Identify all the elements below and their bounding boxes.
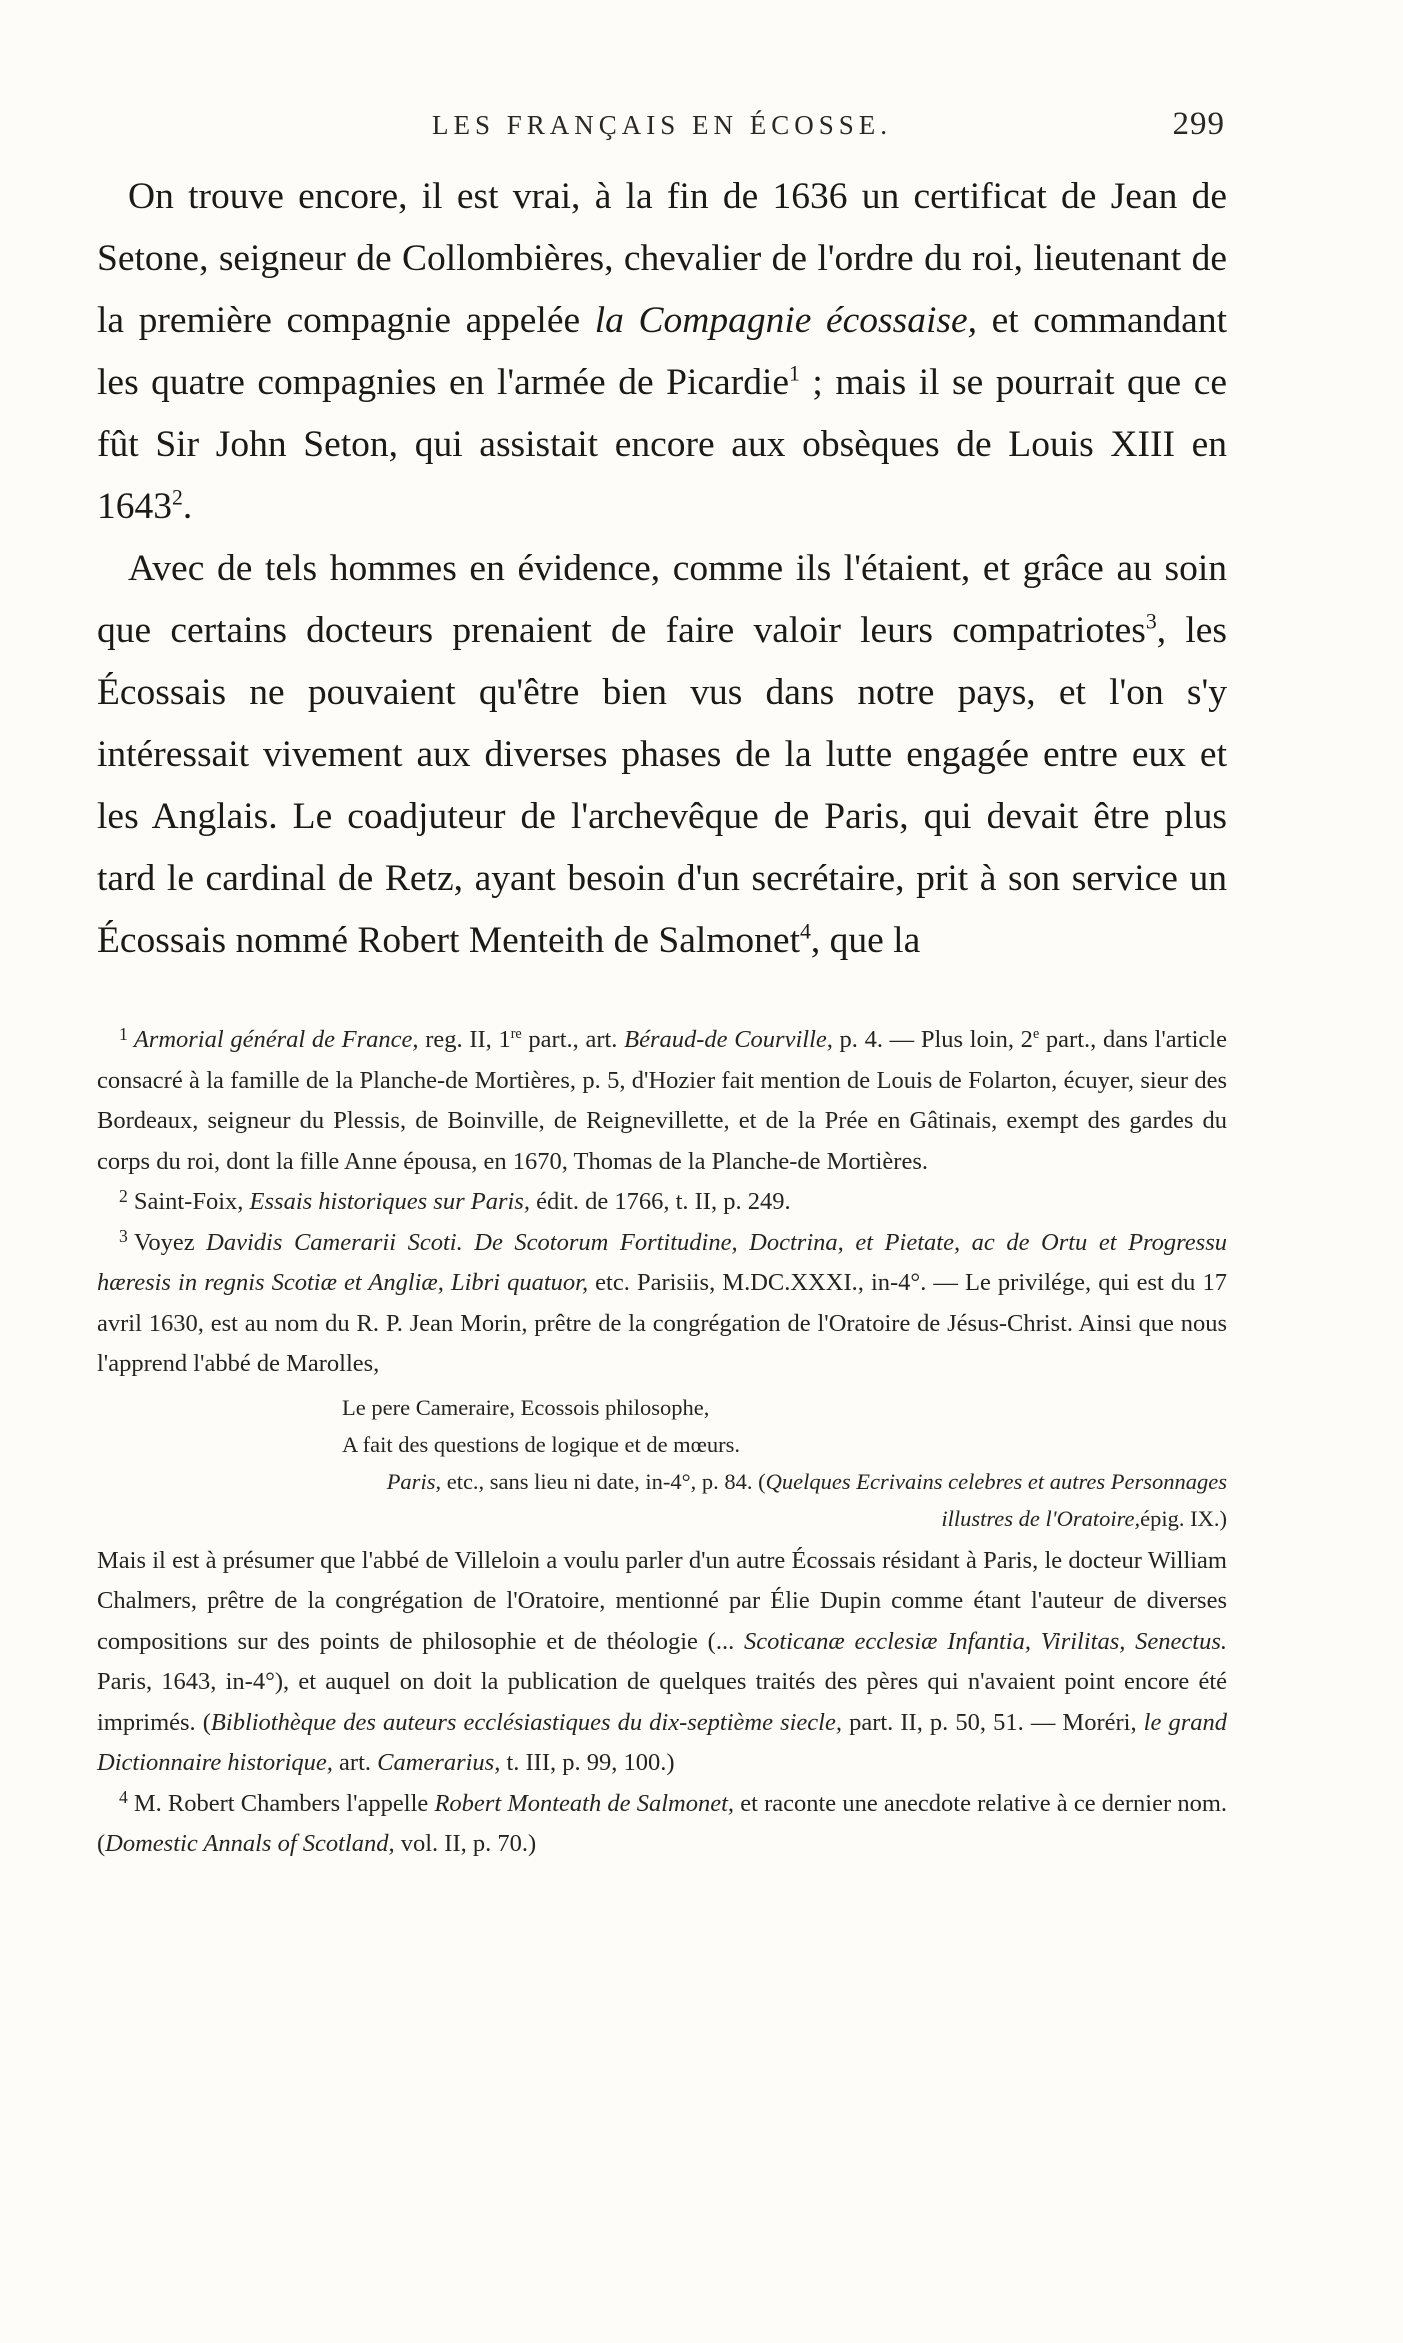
text-run: On trouve encore, il est vrai, à la fin de 1636 un certificat de Jean de Setone, seigneur de Collombières, chevalier de l'ordre du roi, lieutenant de la première compagnie appelée [97,176,1227,341]
italic-run: Camerarius, [377,1749,501,1776]
text-run: , les Écossais ne pouvaient qu'être bien vus dans notre pays, et l'on s'y intéressait vivement aux diverses phases de la lutte engagée entre eux et les Anglais. Le coadjuteur de l'archevêque de Paris, qui devait être plus tard le cardinal de Retz, ayant besoin d'un secrétaire, prit à son service un Écossais nommé Robert Menteith de Salmonet [97,610,1227,961]
running-title: LES FRANÇAIS EN ÉCOSSE. [431,110,893,140]
main-text [97,166,1227,972]
footnote-number: 1 [119,1023,128,1044]
footnote-1 [97,1020,1227,1182]
verse-line-1: Le pere Cameraire, Ecossois philosophe, [342,1394,710,1420]
footnote-ref-2[interactable]: 2 [172,485,183,510]
running-head [97,104,1227,148]
verse-quotation [342,1389,1227,1537]
footnotes [97,1020,1227,1865]
footnote-4 [97,1784,1227,1865]
text-run: Saint-Foix, [133,1188,250,1215]
paragraph-2 [97,538,1227,972]
text-run: Avec de tels hommes en évidence, comme ils l'étaient, et grâce au soin que certains docteurs prenaient de faire valoir leurs compatriotes [97,548,1227,651]
footnote-2 [97,1182,1227,1223]
footnote-ref-3[interactable]: 3 [1145,609,1157,634]
footnote-3 [97,1223,1227,1385]
verse-line-2: A fait des questions de logique et de mœurs. [342,1431,741,1457]
text-run: Paris, 1643, in-4°), et auquel on doit la publication de quelques traités des pères qui n'avaient point encore été imprimés. ( [97,1668,1227,1736]
footnote-3-continued [97,1541,1227,1784]
italic-run: Scoticanæ ecclesiæ Infantia, Virilitas, Senectus. [744,1627,1228,1655]
text-run: et commandant les quatre compagnies en l'armée de Picardie [97,300,1227,403]
text-run: édit. de 1766, t. II, p. 249. [529,1188,791,1215]
superscript: e [1032,1026,1040,1043]
italic-run: le grand Dictionnaire historique, [97,1708,1227,1776]
text-run: épig. IX.) [1140,1505,1227,1531]
text-run: Mais il est à présumer que l'abbé de Villeloin a voulu parler d'un autre Écossais résidant à Paris, le docteur William Chalmers, prêtre de la congrégation de l'Oratoire, mentionné par Élie Dupin comme étant l'auteur de diverses compositions sur des points de philosophie et de théologie (... [97,1546,1227,1655]
italic-run: Paris, [386,1468,442,1494]
verse-source [342,1463,1227,1537]
italic-run: Bibliothèque des auteurs ecclésiastiques du dix-septième siecle, [210,1708,842,1736]
italic-run: Essais historiques sur Paris, [249,1188,530,1215]
italic-run: Béraud-de Courville, [624,1026,833,1053]
footnote-ref-1[interactable]: 1 [789,361,800,386]
text-run: etc. Parisiis, M.DC.XXXI., in-4°. — Le privilége, qui est du 17 avril 1630, est au nom du R. P. Jean Morin, prêtre de la congrégation de l'Oratoire de Jésus-Christ. Ainsi que nous l'apprend l'abbé de Marolles, [97,1269,1227,1377]
text-run: part. II, p. 50, 51. — Moréri, [841,1708,1144,1736]
text-run: reg. II, 1 [418,1026,511,1053]
text-run: p. 4. — Plus loin, 2 [832,1026,1033,1053]
italic-run: Quelques Ecrivains celebres et autres Personnages illustres de l'Oratoire, [765,1468,1227,1531]
italic-run: Robert Monteath de Salmonet, [434,1789,735,1817]
text-run: art. [332,1749,378,1776]
book-page [97,104,1227,1865]
footnote-number: 2 [119,1185,128,1206]
italic-run: Domestic Annals of Scotland, [105,1830,395,1857]
text-run: et raconte une anecdote relative à ce dernier nom. ( [97,1789,1228,1857]
footnote-ref-4[interactable]: 4 [800,919,811,944]
italic-run: Davidis Camerarii Scoti. De Scotorum Fortitudine, Doctrina, et Pietate, ac de Ortu et Progressu hæresis in regnis Scotiæ et Angliæ, Libri quatuor, [97,1228,1227,1296]
text-run: Voyez [133,1228,207,1256]
text-run: part., art. [521,1026,625,1053]
text-run: vol. II, p. 70.) [394,1830,537,1857]
italic-run: la Compagnie écossaise, [594,300,978,341]
text-run: , que la [810,920,921,961]
text-run: M. Robert Chambers l'appelle [133,1789,435,1817]
footnote-number: 4 [119,1787,128,1808]
paragraph-1 [97,166,1227,538]
text-run: etc., sans lieu ni date, in-4°, p. 84. ( [441,1468,766,1494]
text-run: part., dans l'article consacré à la famille de la Planche-de Mortières, p. 5, d'Hozier fait mention de Louis de Folarton, écuyer, sieur des Bordeaux, seigneur du Plessis, de Boinville, de Reignevillette, et de la Prée en Gâtinais, exempt des gardes du corps du roi, dont la fille Anne épousa, en 1670, Thomas de la Planche-de Mortières. [97,1026,1227,1175]
footnote-number: 3 [119,1226,128,1247]
text-run: ; mais il se pourrait que ce fût Sir John Seton, qui assistait encore aux obsèques de Louis XIII en 1643 [97,362,1227,527]
italic-run: Armorial général de France, [133,1026,419,1053]
page-number: 299 [1172,106,1225,142]
superscript: re [510,1026,522,1043]
text-run: . [182,486,193,527]
text-run: t. III, p. 99, 100.) [500,1749,675,1776]
